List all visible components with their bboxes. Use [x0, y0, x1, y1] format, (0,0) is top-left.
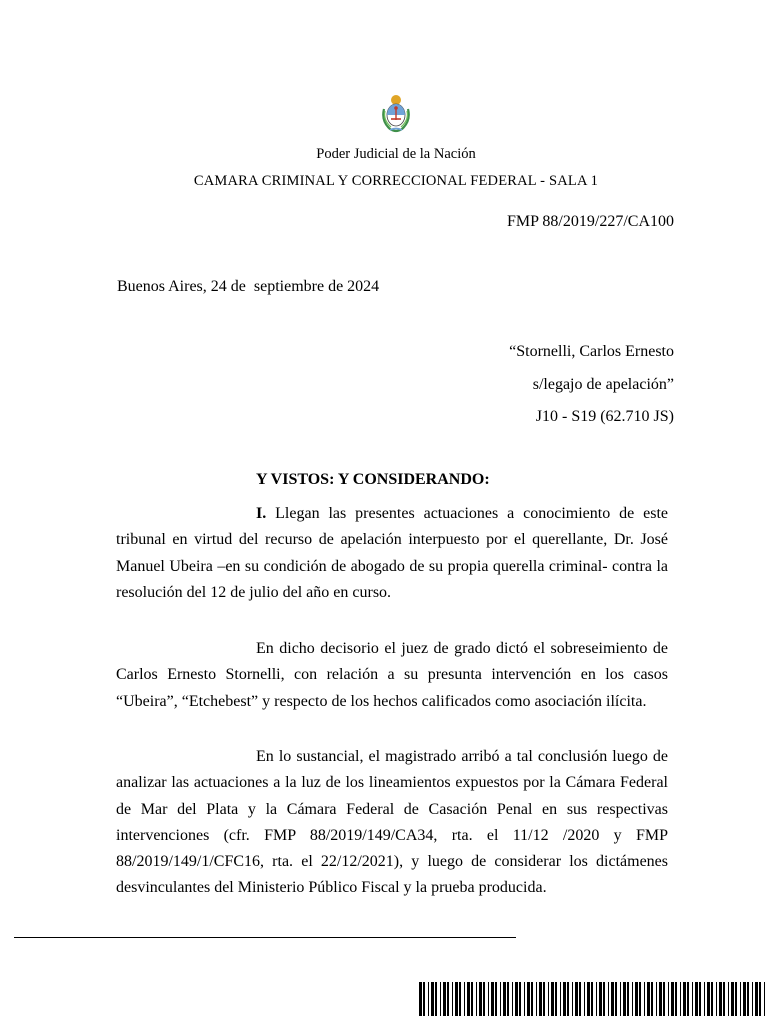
- paragraph-3-text: En lo sustancial, el magistrado arribó a tal conclusión luego de analizar las actuaciones a la luz de los lineamientos expuestos por la Cámara Federal de Mar del Plata y la Cámara Federal de Casación Penal en sus respectivas intervenciones (cfr. FMP 88/2019/149/CA34, rta. el 11/12 /2020 y FMP 88/2019/149/1/CFC16, rta. el 22/12/2021), y luego de considerar los dictámenes desvinculantes del Ministerio Público Fiscal y la prueba producida.: [116, 748, 668, 897]
- paragraph-3: [116, 744, 668, 902]
- paragraph-1: [116, 501, 668, 606]
- case-caption-line-2: s/legajo de apelación”: [532, 376, 674, 393]
- section-heading: Y VISTOS: Y CONSIDERANDO:: [256, 471, 490, 488]
- paragraph-1-marker: I.: [256, 505, 267, 522]
- footer-divider: [14, 937, 516, 938]
- court-name: Poder Judicial de la Nación: [316, 146, 476, 162]
- paragraph-1-text: Llegan las presentes actuaciones a conocimiento de este tribunal en virtud del recurso de apelación interpuesto por el querellante, Dr. José Manuel Ubeira –en su condición de abogado de su propia querella criminal- contra la resolución del 12 de julio del año en curso.: [116, 505, 668, 601]
- paragraph-2-text: En dicho decisorio el juez de grado dictó el sobreseimiento de Carlos Ernesto Stornelli, con relación a su presunta intervención en los casos “Ubeira”, “Etchebest” y respecto de los hechos calificados como asociación ilícita.: [116, 640, 668, 710]
- case-caption-line-1: “Stornelli, Carlos Ernesto: [509, 343, 674, 360]
- argentine-coat-of-arms-icon: [380, 93, 412, 133]
- barcode-icon: [419, 982, 765, 1016]
- date-line: Buenos Aires, 24 de septiembre de 2024: [117, 278, 380, 295]
- chamber-name: CAMARA CRIMINAL Y CORRECCIONAL FEDERAL - SALA 1: [193, 173, 599, 189]
- case-caption-line-3: J10 - S19 (62.710 JS): [535, 408, 674, 425]
- file-number: FMP 88/2019/227/CA100: [507, 213, 674, 230]
- paragraph-2: [116, 636, 668, 715]
